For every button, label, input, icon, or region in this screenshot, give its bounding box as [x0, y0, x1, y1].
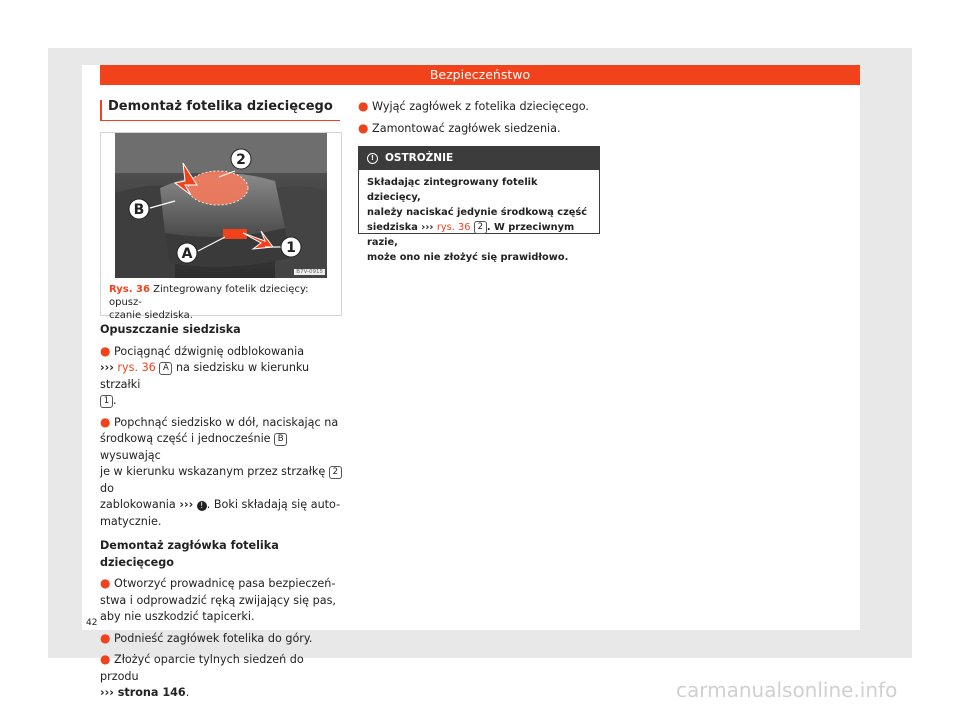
step-text: .: [113, 394, 117, 407]
callout-b: B: [133, 202, 145, 218]
subhead-headrest-removal: Demontaż zagłówka fotelika dziecięcego: [100, 539, 279, 569]
callout-a: A: [181, 246, 193, 262]
section-title: Demontaż fotelika dziecięcego: [108, 99, 333, 114]
bullet-icon: ●: [100, 414, 111, 429]
caution-text: siedziska: [367, 222, 418, 233]
step-text: Złożyć oparcie tylnych siedzeń do przodu: [100, 653, 304, 683]
bullet-icon: ●: [100, 343, 111, 358]
label-badge-1: 1: [100, 395, 113, 408]
figure-link[interactable]: rys. 36: [436, 222, 471, 233]
caution-text: może ono nie złożyć się prawidłowo.: [367, 252, 569, 263]
label-badge-b: B: [274, 433, 287, 446]
section-rule: [100, 120, 340, 121]
step-text: wysuwając: [100, 448, 161, 462]
step-text: środkową część i jednocześnie: [100, 432, 271, 445]
step-text: Zamontować zagłówek siedzenia.: [372, 121, 561, 135]
list-item: [100, 651, 345, 702]
step-text: je w kierunku wskazanym przez strzałkę: [100, 465, 326, 478]
label-badge-a: A: [159, 362, 172, 375]
watermark-brand: carmanualsonline.info: [676, 678, 898, 702]
warning-icon: !: [367, 153, 378, 164]
arrows-icon: ›››: [100, 361, 114, 374]
step-text: na siedzisku w kierunku strzałki: [100, 361, 310, 391]
caption-ref: Rys. 36: [109, 284, 150, 295]
callout-1: 1: [286, 240, 296, 256]
page-link[interactable]: ››› strona 146: [100, 686, 186, 699]
figure-code: B7V-0915: [296, 269, 323, 275]
caution-header: [359, 147, 599, 170]
page-number: 42: [86, 618, 98, 628]
instructions-column-1: [100, 322, 345, 702]
chapter-header: Bezpieczeństwo: [100, 65, 860, 85]
figure-caption: [109, 283, 335, 322]
list-item: [100, 343, 345, 410]
step-text: .: [185, 686, 190, 699]
seat-photo: [115, 133, 327, 278]
step-text: do: [100, 481, 114, 495]
bullet-icon: ●: [100, 630, 111, 645]
step-text: stwa i odprowadzić ręką zwijający się pas,: [100, 593, 336, 607]
figure-link[interactable]: rys. 36: [117, 361, 156, 374]
list-item: [358, 98, 603, 116]
step-text: Pociągnąć dźwignię odblokowania: [114, 344, 305, 358]
figure-36: [100, 132, 342, 321]
caution-text: Składając zintegrowany fotelik dziecięcy,: [367, 177, 538, 203]
step-text: zablokowania: [100, 498, 176, 511]
caution-body: [359, 170, 599, 270]
caution-text: . W przeciwnym razie,: [367, 222, 575, 248]
label-badge-2: 2: [474, 221, 487, 234]
label-badge-2: 2: [329, 466, 342, 479]
bullet-icon: ●: [358, 120, 369, 135]
subhead-lowering-seat: Opuszczanie siedziska: [100, 323, 241, 336]
caution-text: należy naciskać jedynie środkową część: [367, 207, 588, 218]
bullet-icon: ●: [358, 99, 369, 113]
caption-text-2: czanie siedziska.: [109, 310, 193, 321]
step-text: . Boki składają się auto-: [206, 498, 341, 511]
arrows-icon: ›››: [421, 222, 434, 233]
list-item: [358, 120, 603, 138]
bullet-icon: ●: [100, 576, 111, 590]
step-text: Podnieść zagłówek fotelika do góry.: [114, 631, 313, 645]
step-text: aby nie uszkodzić tapicerki.: [100, 610, 255, 623]
caution-box: [358, 146, 600, 263]
instructions-column-2: [358, 98, 603, 137]
step-text: matycznie.: [100, 514, 162, 528]
list-item: [100, 630, 345, 648]
step-text: Otworzyć prowadnicę pasa bezpieczeń-: [114, 577, 336, 590]
caution-title: OSTROŻNIE: [385, 152, 454, 164]
callout-2: 2: [236, 152, 246, 168]
step-text: Popchnąć siedzisko w dół, naciskając na: [114, 415, 339, 429]
arrows-icon: ›››: [179, 498, 194, 511]
step-text: Wyjąć zagłówek z fotelika dziecięcego.: [372, 100, 589, 113]
list-item: [100, 414, 345, 531]
warning-link-icon[interactable]: !: [197, 501, 207, 511]
caption-text-1: Zintegrowany fotelik dziecięcy: opusz-: [109, 284, 309, 308]
list-item: [100, 575, 345, 626]
bullet-icon: ●: [100, 652, 111, 666]
